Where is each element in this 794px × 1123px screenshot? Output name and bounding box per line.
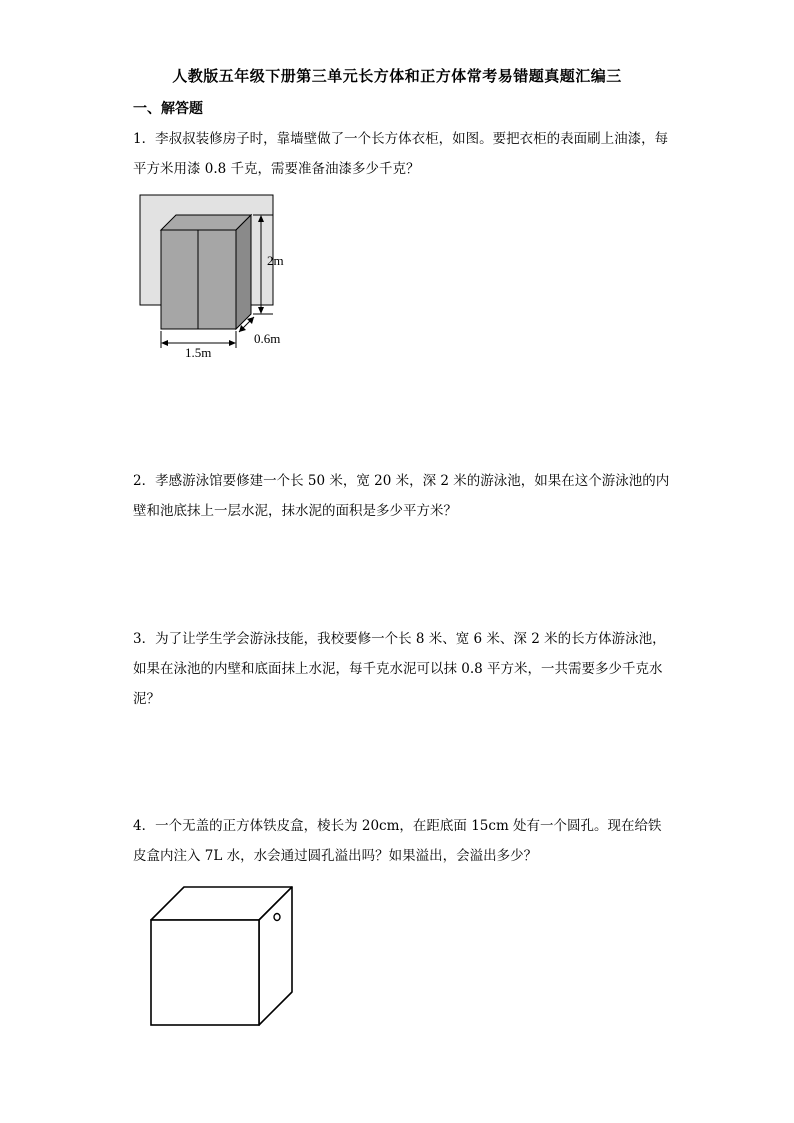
height-label: 2m <box>267 253 284 268</box>
height-arrow-bottom <box>258 307 264 314</box>
cube-box-figure <box>145 880 305 1030</box>
question-1: 1．李叔叔装修房子时，靠墙壁做了一个长方体衣柜，如图。要把衣柜的表面刷上油漆，每平方米用漆 0.8 千克，需要准备油漆多少千克？ <box>133 131 669 177</box>
wardrobe-top-face <box>161 215 251 230</box>
wardrobe-side-face <box>236 215 251 329</box>
document-title: 人教版五年级下册第三单元长方体和正方体常考易错题真题汇编三 <box>172 67 622 85</box>
width-arrow-left <box>161 340 168 346</box>
wardrobe-figure <box>133 190 303 360</box>
section-heading: 一、解答题 <box>133 101 203 117</box>
width-label: 1.5m <box>185 345 212 360</box>
cube-front-face <box>151 920 259 1025</box>
question-3: 3．为了让学生学会游泳技能，我校要修一个长 8 米、宽 6 米、深 2 米的长方体游泳池，如果在泳池的内壁和底面抹上水泥，每千克水泥可以抹 0.8 平方米，一共需要多少千克水泥？ <box>133 631 666 707</box>
width-arrow-right <box>229 340 236 346</box>
question-2: 2．孝感游泳馆要修建一个长 50 米，宽 20 米，深 2 米的游泳池，如果在这个游泳池的内壁和池底抹上一层水泥，抹水泥的面积是多少平方米？ <box>133 473 670 519</box>
question-4: 4．一个无盖的正方体铁皮盒，棱长为 20cm，在距底面 15cm 处有一个圆孔。现在给铁皮盒内注入 7L 水，水会通过圆孔溢出吗？如果溢出，会溢出多少？ <box>133 818 662 864</box>
hole-icon <box>274 914 280 921</box>
depth-label: 0.6m <box>254 331 281 346</box>
